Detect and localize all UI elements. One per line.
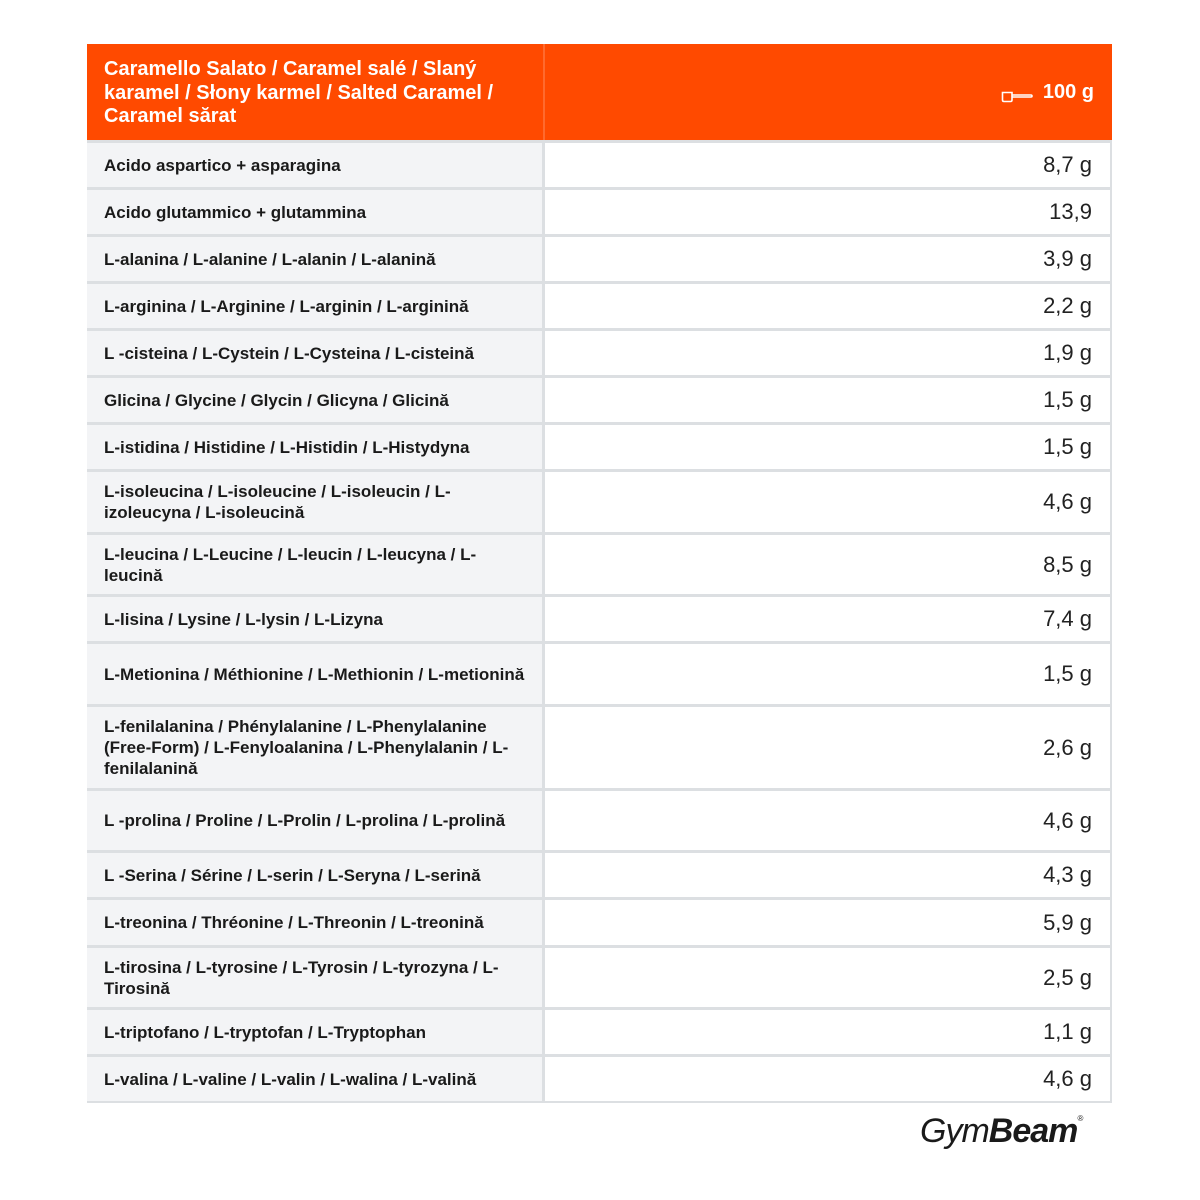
nutrient-name: L-Metionina / Méthionine / L-Methionin / L-metionină [87, 644, 545, 704]
nutrient-name: Glicina / Glycine / Glycin / Glicyna / Glicină [87, 378, 545, 422]
nutrient-name: L-isoleucina / L-isoleucine / L-isoleucin / L-izoleucyna / L-isoleucină [87, 472, 545, 532]
table-row [87, 328, 1112, 375]
product-name-header: Caramello Salato / Caramel salé / Slaný karamel / Słony karmel / Salted Caramel / Caramel sărat [87, 44, 545, 140]
nutrient-amount: 1,1 g [545, 1010, 1112, 1054]
table-row [87, 704, 1112, 788]
nutrient-amount: 2,2 g [545, 284, 1112, 328]
table-row [87, 422, 1112, 469]
nutrient-name: L-triptofano / L-tryptofan / L-Tryptophan [87, 1010, 545, 1054]
table-row [87, 945, 1112, 1007]
amino-acid-table [87, 44, 1112, 1103]
table-row [87, 469, 1112, 532]
nutrient-name: L-istidina / Histidine / L-Histidin / L-Histydyna [87, 425, 545, 469]
nutrient-amount: 1,5 g [545, 644, 1112, 704]
table-row [87, 788, 1112, 850]
nutrient-name: Acido aspartico + asparagina [87, 143, 545, 187]
nutrient-name: L-fenilalanina / Phénylalanine / L-Phenylalanine (Free-Form) / L-Fenyloalanina / L-Phenylalanin / L-fenilalanină [87, 707, 545, 788]
nutrient-name: L-valina / L-valine / L-valin / L-walina / L-valină [87, 1057, 545, 1101]
nutrient-name: L-lisina / Lysine / L-lysin / L-Lizyna [87, 597, 545, 641]
nutrient-amount: 4,3 g [545, 853, 1112, 897]
nutrient-name: L-arginina / L-Arginine / L-arginin / L-arginină [87, 284, 545, 328]
table-row [87, 187, 1112, 234]
gymbeam-logo [920, 1112, 1084, 1151]
nutrient-name: L -prolina / Proline / L-Prolin / L-prolina / L-prolină [87, 791, 545, 850]
table-row [87, 1007, 1112, 1054]
nutrient-amount: 1,5 g [545, 425, 1112, 469]
nutrient-amount: 4,6 g [545, 791, 1112, 850]
logo-text-bold: Beam [988, 1112, 1078, 1150]
nutrient-amount: 4,6 g [545, 1057, 1112, 1101]
table-row [87, 140, 1112, 187]
nutrient-amount: 13,9 [545, 190, 1112, 234]
table-row [87, 532, 1112, 594]
table-row [87, 1054, 1112, 1101]
logo-text-light: Gym [920, 1112, 989, 1150]
nutrient-amount: 8,5 g [545, 535, 1112, 594]
table-row [87, 234, 1112, 281]
table-row [87, 897, 1112, 945]
table-row [87, 281, 1112, 328]
nutrient-amount: 2,6 g [545, 707, 1112, 788]
serving-size-label: 100 g [1042, 80, 1094, 103]
table-row [87, 594, 1112, 641]
table-body [87, 140, 1112, 1101]
nutrient-name: L -Serina / Sérine / L-serin / L-Seryna / L-serină [87, 853, 545, 897]
nutrient-name: L-treonina / Thréonine / L-Threonin / L-treonină [87, 900, 545, 945]
table-row [87, 375, 1112, 422]
nutrient-name: Acido glutammico + glutammina [87, 190, 545, 234]
nutrient-amount: 3,9 g [545, 237, 1112, 281]
nutrient-name: L-leucina / L-Leucine / L-leucin / L-leucyna / L-leucină [87, 535, 545, 594]
table-row [87, 850, 1112, 897]
nutrient-amount: 1,5 g [545, 378, 1112, 422]
nutrient-amount: 2,5 g [545, 948, 1112, 1007]
nutrient-amount: 4,6 g [545, 472, 1112, 532]
serving-size-header [545, 44, 1112, 140]
registered-mark: ® [1077, 1114, 1084, 1123]
nutrient-name: L-tirosina / L-tyrosine / L-Tyrosin / L-tyrozyna / L-Tirosină [87, 948, 545, 1007]
nutrient-amount: 7,4 g [545, 597, 1112, 641]
scoop-icon [1001, 86, 1033, 100]
nutrient-name: L-alanina / L-alanine / L-alanin / L-alanină [87, 237, 545, 281]
table-row [87, 641, 1112, 704]
nutrient-amount: 8,7 g [545, 143, 1112, 187]
table-header [87, 44, 1112, 140]
nutrient-amount: 1,9 g [545, 331, 1112, 375]
nutrient-amount: 5,9 g [545, 900, 1112, 945]
nutrient-name: L -cisteina / L-Cystein / L-Cysteina / L-cisteină [87, 331, 545, 375]
